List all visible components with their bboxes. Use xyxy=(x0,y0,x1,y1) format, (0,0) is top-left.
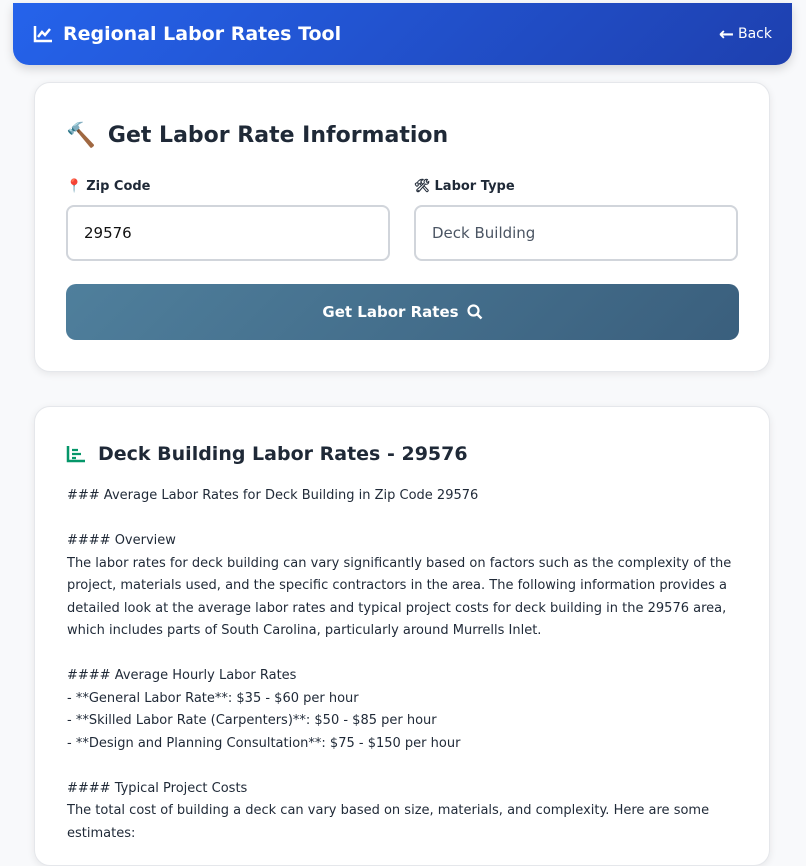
result-line: ### Average Labor Rates for Deck Building in Zip Code 29576 xyxy=(67,488,479,503)
results-card xyxy=(34,406,770,866)
result-line: #### Typical Project Costs xyxy=(67,780,248,796)
back-label: Back xyxy=(738,26,772,42)
labor-type-label xyxy=(414,179,515,194)
result-line xyxy=(67,755,747,778)
hammer-icon: 🔨 xyxy=(66,121,96,149)
submit-label: Get Labor Rates xyxy=(322,303,459,321)
labor-type-input[interactable] xyxy=(414,205,738,261)
result-line: - **Skilled Labor Rate (Carpenters)**: $50 - $85 per hour xyxy=(67,713,437,728)
result-line: - **Design and Planning Consultation**: $75 - $150 per hour xyxy=(67,735,461,751)
result-line xyxy=(67,643,747,666)
arrow-left-icon: ← xyxy=(718,23,734,45)
app-header xyxy=(13,3,792,65)
results-body xyxy=(67,485,747,845)
result-line xyxy=(67,508,747,531)
result-line: #### Overview xyxy=(67,533,176,548)
chart-bar-icon xyxy=(66,445,86,463)
tools-icon: 🛠 xyxy=(414,179,431,194)
labor-rate-form xyxy=(34,82,770,372)
results-title: Deck Building Labor Rates - 29576 xyxy=(98,443,468,465)
app-title: Regional Labor Rates Tool xyxy=(63,23,342,45)
zip-label xyxy=(66,179,151,194)
chart-line-icon xyxy=(33,25,53,43)
zip-label-text: Zip Code xyxy=(86,179,151,194)
result-line: The labor rates for deck building can vary significantly based on factors such as the complexity of the project, materials used, and the specific contractors in the area. The following information provides a detailed look at the average labor rates and typical project costs for deck building in the 29576 area, which includes parts of South Carolina, particularly around Murrells Inlet. xyxy=(67,555,736,638)
back-button[interactable] xyxy=(719,24,772,45)
get-labor-rates-button[interactable] xyxy=(66,284,739,340)
result-line: The total cost of building a deck can vary based on size, materials, and complexity. Here are some estimates: xyxy=(67,803,714,841)
zip-code-input[interactable] xyxy=(66,205,390,261)
labor-type-label-text: Labor Type xyxy=(434,179,515,194)
form-title: Get Labor Rate Information xyxy=(107,122,449,148)
result-line: #### Average Hourly Labor Rates xyxy=(67,668,297,683)
map-marker-icon: 📍 xyxy=(66,179,83,194)
search-icon xyxy=(467,304,483,320)
result-line: - **General Labor Rate**: $35 - $60 per hour xyxy=(67,690,359,706)
